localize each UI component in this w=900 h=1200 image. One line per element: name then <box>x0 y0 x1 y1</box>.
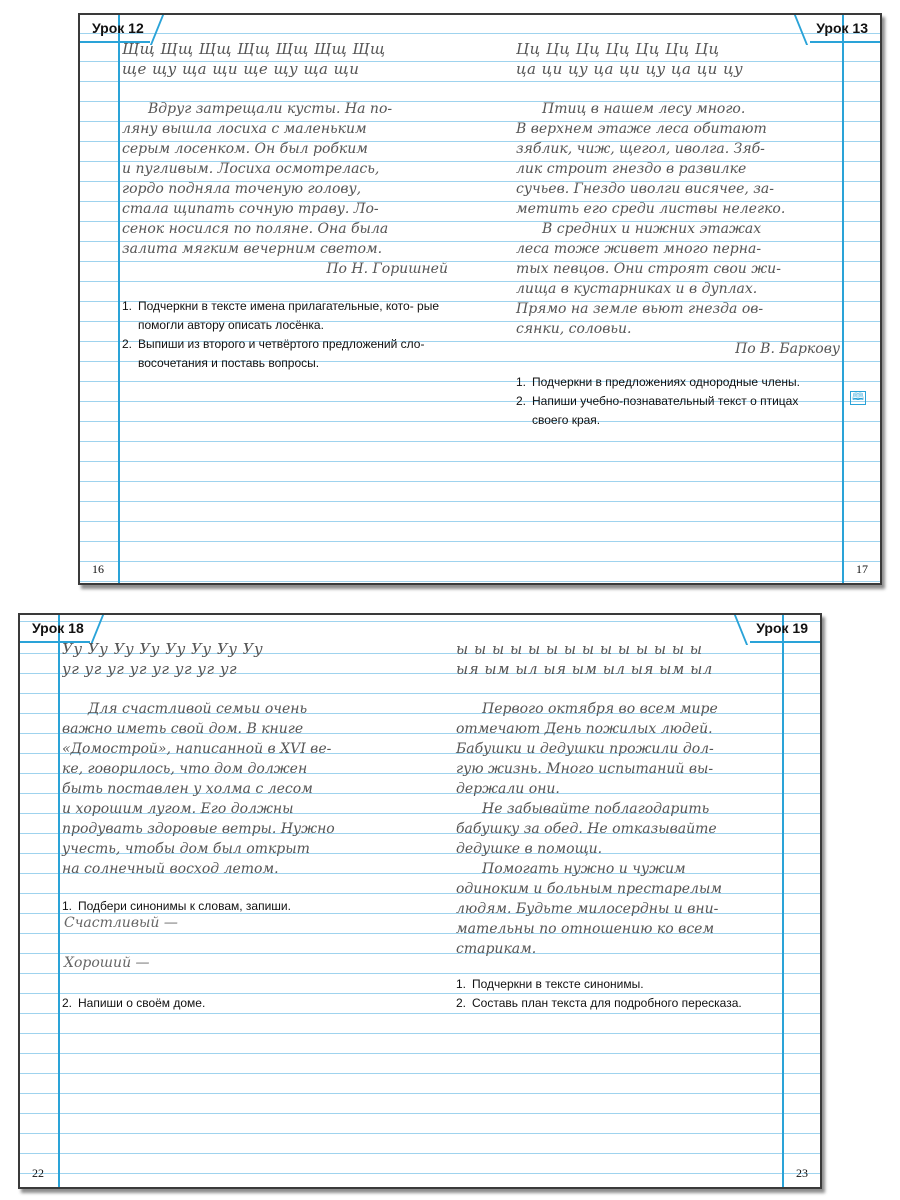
text-line: учесть, чтобы дом был открыт <box>62 841 310 857</box>
text-line: на солнечный восход летом. <box>62 861 279 877</box>
author-signature: По Н. Горишней <box>326 261 448 277</box>
task-list <box>516 373 838 430</box>
text-line: важно иметь свой дом. В книге <box>62 721 304 737</box>
text-line: леса тоже живет много перна- <box>516 241 762 257</box>
text-line: ке, говорилось, что дом должен <box>62 761 308 777</box>
text-line: одиноким и больным престарелым <box>456 881 722 897</box>
text-line: гую жизнь. Много испытаний вы- <box>456 761 714 777</box>
page-number: 23 <box>796 1166 808 1180</box>
task-item: 1. Подчеркни в тексте имена прилагательные, кото- рые помогли автору описать лосёнка. <box>122 299 440 332</box>
task-item: 2. Выпиши из второго и четвёртого предложений сло- восочетания и поставь вопросы. <box>122 337 425 370</box>
text-line: В средних и нижних этажах <box>542 221 762 237</box>
copy-text <box>122 99 448 279</box>
handwriting-line: ще щу ща щи ще щу ща щи <box>122 60 360 78</box>
copy-text <box>62 699 388 879</box>
page-number: 17 <box>856 562 868 576</box>
text-line: «Домострой», написанной в XVI ве- <box>62 741 332 757</box>
handwriting-line: Щщ Щщ Щщ Щщ Щщ Щщ Щщ <box>122 40 386 58</box>
text-line: быть поставлен у холма с лесом <box>62 781 313 797</box>
lesson-tab: Урок 13 <box>816 20 868 36</box>
text-line: сянки, соловьи. <box>516 321 632 337</box>
text-line: дедушке в помощи. <box>456 841 603 857</box>
page-number: 22 <box>32 1166 44 1180</box>
task-item: 2. Напиши о своём доме. <box>62 996 206 1010</box>
text-line: тых певцов. Они строят свои жи- <box>516 261 781 277</box>
margin-line <box>118 15 120 583</box>
text-line: старикам. <box>456 941 537 957</box>
text-line: сенок носился по поляне. Она была <box>122 221 389 237</box>
task-list <box>122 297 442 373</box>
handwriting-block <box>456 639 780 679</box>
text-line: Вдруг затрещали кусты. На по- <box>148 101 393 117</box>
copy-text <box>516 99 840 359</box>
text-line: Птиц в нашем лесу много. <box>542 101 746 117</box>
bottom-spread <box>18 613 822 1189</box>
text-line: ляну вышла лосиха с маленьким <box>122 121 367 137</box>
text-line: и хорошим лугом. Его должны <box>62 801 294 817</box>
text-line: бабушку за обед. Не отказывайте <box>456 821 717 837</box>
text-line: мательны по отношению ко всем <box>456 921 715 937</box>
text-line: лища в кустарниках и в дуплах. <box>516 281 758 297</box>
handwriting-block <box>62 639 382 679</box>
handwriting-line: уг уг уг уг уг уг уг уг <box>62 660 238 678</box>
text-line: Для счастливой семьи очень <box>88 701 308 717</box>
text-line: держали они. <box>456 781 560 797</box>
text-line: Помогать нужно и чужим <box>482 861 686 877</box>
text-line: залита мягким вечерним светом. <box>122 241 383 257</box>
text-line: серым лосенком. Он был робким <box>122 141 368 157</box>
text-line: Не забывайте поблагодарить <box>482 801 710 817</box>
handwriting-block <box>122 39 446 79</box>
text-line: метить его среди листвы нелегко. <box>516 201 786 217</box>
text-line: продувать здоровые ветры. Нужно <box>62 821 335 837</box>
text-line: В верхнем этаже леса обитают <box>516 121 767 137</box>
margin-line <box>842 15 844 583</box>
text-line: людям. Будьте милосердны и вни- <box>456 901 719 917</box>
answer-line: Счастливый — <box>64 915 178 931</box>
lesson-tab: Урок 18 <box>32 620 84 636</box>
lesson-tab: Урок 19 <box>756 620 808 636</box>
handwriting-line: ы ы ы ы ы ы ы ы ы ы ы ы ы ы <box>456 640 703 658</box>
handwriting-line: ыя ым ыл ыя ым ыл ыя ым ыл <box>456 660 713 678</box>
task-item: 2. Напиши учебно-познавательный текст о птицах своего края. <box>516 394 799 427</box>
text-line: стала щипать сочную траву. Ло- <box>122 201 379 217</box>
margin-line <box>58 615 60 1187</box>
margin-line <box>782 615 784 1187</box>
task-item: 1. Подчеркни в предложениях однородные члены. <box>516 375 800 389</box>
text-line: Прямо на земле вьют гнезда ов- <box>516 301 764 317</box>
answer-line: Хороший — <box>64 955 150 971</box>
author-signature: По В. Баркову <box>735 341 840 357</box>
top-spread <box>78 13 882 585</box>
lesson-tab: Урок 12 <box>92 20 144 36</box>
handwriting-line: Цц Цц Цц Цц Цц Цц Цц <box>516 40 720 58</box>
task-list <box>62 994 382 1013</box>
text-line: гордо подняла точеную голову, <box>122 181 362 197</box>
task-item: 2. Составь план текста для подробного пересказа. <box>456 996 742 1010</box>
text-line: зяблик, чиж, щегол, иволга. Зяб- <box>516 141 765 157</box>
text-line: и пугливым. Лосиха осмотрелась, <box>122 161 380 177</box>
task-item: 1. Подбери синонимы к словам, запиши. <box>62 899 291 913</box>
task-item: 1. Подчеркни в тексте синонимы. <box>456 977 644 991</box>
text-line: Первого октября во всем мире <box>482 701 718 717</box>
text-line: сучьев. Гнездо иволги висячее, за- <box>516 181 775 197</box>
text-line: отмечают День пожилых людей. <box>456 721 713 737</box>
text-line: лик строит гнездо в развилке <box>516 161 747 177</box>
handwriting-line: ца ци цу ца ци цу ца ци цу <box>516 60 744 78</box>
copy-text <box>456 699 780 959</box>
text-line: Бабушки и дедушки прожили дол- <box>456 741 714 757</box>
handwriting-line: Уу Уу Уу Уу Уу Уу Уу Уу <box>62 640 264 658</box>
task-list <box>456 975 780 1013</box>
task-list <box>62 897 382 916</box>
handwriting-block <box>516 39 840 79</box>
page-number: 16 <box>92 562 104 576</box>
book-icon: 🕮 <box>850 391 866 405</box>
